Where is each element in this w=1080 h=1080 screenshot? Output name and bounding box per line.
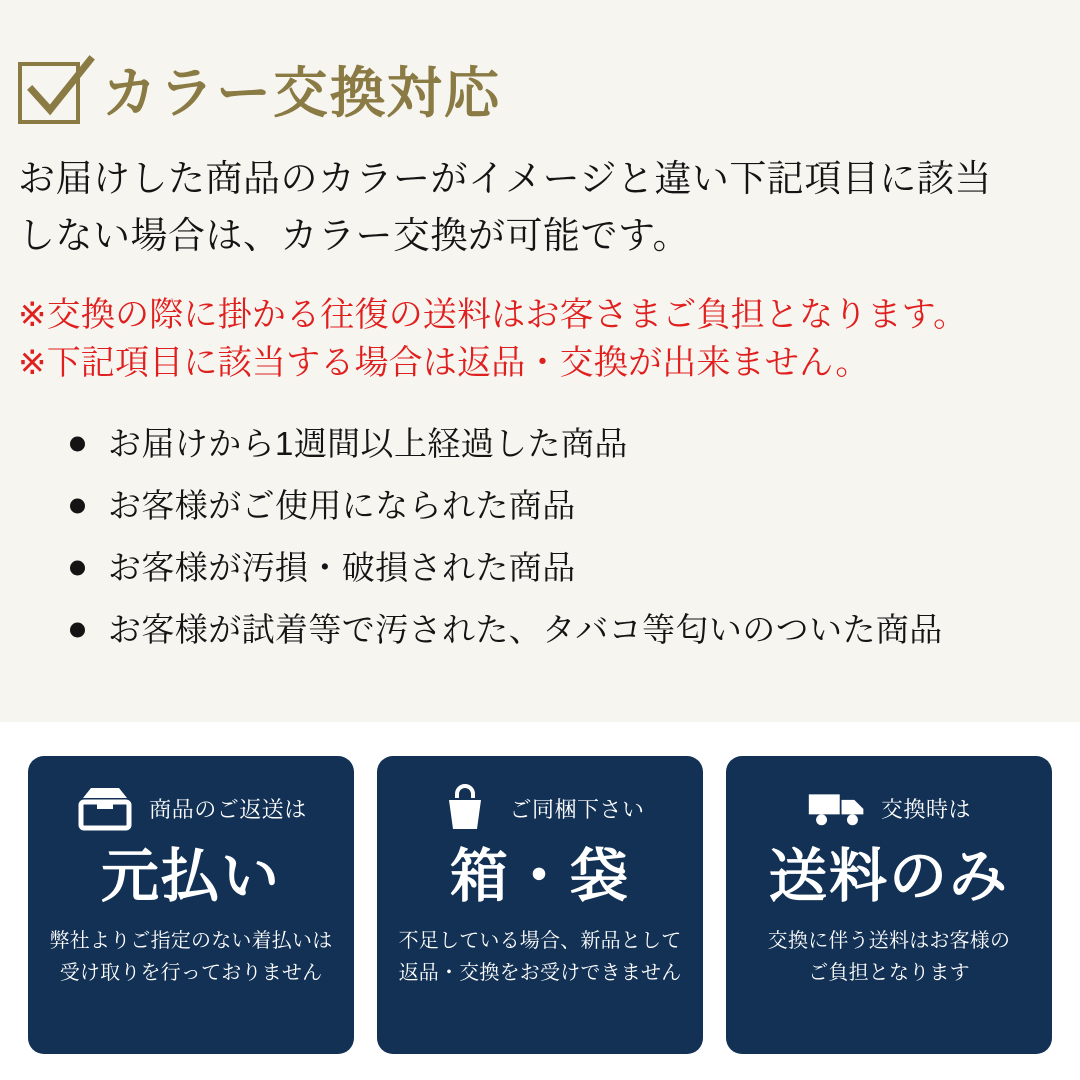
notice-line-1: ※交換の際に掛かる往復の送料はお客さまご負担となります。	[18, 295, 968, 334]
card-main-label: 箱・袋	[449, 844, 630, 909]
notice-block	[18, 291, 1056, 388]
page-title-row	[18, 62, 1056, 124]
lead-line-1: お届けした商品のカラーがイメージと違い下記項目に該当	[18, 158, 992, 199]
lead-line-2: しない場合は、カラー交換が可能です。	[18, 215, 691, 257]
card-note-line-1: 弊社よりご指定のない着払いは	[49, 929, 333, 952]
card-kicker: 交換時は	[880, 796, 971, 822]
card-header	[807, 780, 971, 836]
card-note-line-2: 受け取りを行っておりません	[59, 962, 323, 985]
list-item: お届けから1週間以上経過した商品	[66, 413, 1056, 475]
notice-line-2: ※下記項目に該当する場合は返品・交換が出来ません。	[18, 343, 870, 382]
card-include-packaging	[377, 756, 703, 1054]
info-cards-section	[0, 722, 1080, 1080]
checkbox-checked-icon	[18, 62, 80, 124]
card-note-line-2: 返品・交換をお受けできません	[398, 962, 682, 985]
card-kicker: 商品のご返送は	[149, 796, 307, 822]
card-main-label: 元払い	[100, 844, 281, 909]
card-note-line-2: ご負担となります	[808, 962, 970, 985]
list-item: お客様がご使用になられた商品	[66, 475, 1056, 537]
conditions-list	[18, 413, 1056, 661]
card-main-label: 送料のみ	[768, 844, 1009, 909]
lead-paragraph	[18, 150, 1056, 265]
card-note	[50, 925, 333, 990]
card-exchange-shipping	[726, 756, 1052, 1054]
shopping-bag-icon	[435, 785, 495, 831]
list-item: お客様が試着等で汚された、タバコ等匂いのついた商品	[66, 599, 1056, 661]
card-note	[399, 925, 682, 990]
truck-icon	[807, 785, 867, 831]
list-item: お客様が汚損・破損された商品	[66, 537, 1056, 599]
card-header	[75, 780, 307, 836]
card-note-line-1: 不足している場合、新品として	[398, 929, 682, 952]
card-note-line-1: 交換に伴う送料はお客様の	[767, 929, 1011, 952]
card-header	[435, 780, 644, 836]
card-return-shipping	[28, 756, 354, 1054]
card-kicker: ご同梱下さい	[509, 796, 645, 822]
card-note	[768, 925, 1010, 990]
page-title: カラー交換対応	[102, 61, 502, 124]
box-icon	[75, 785, 135, 831]
